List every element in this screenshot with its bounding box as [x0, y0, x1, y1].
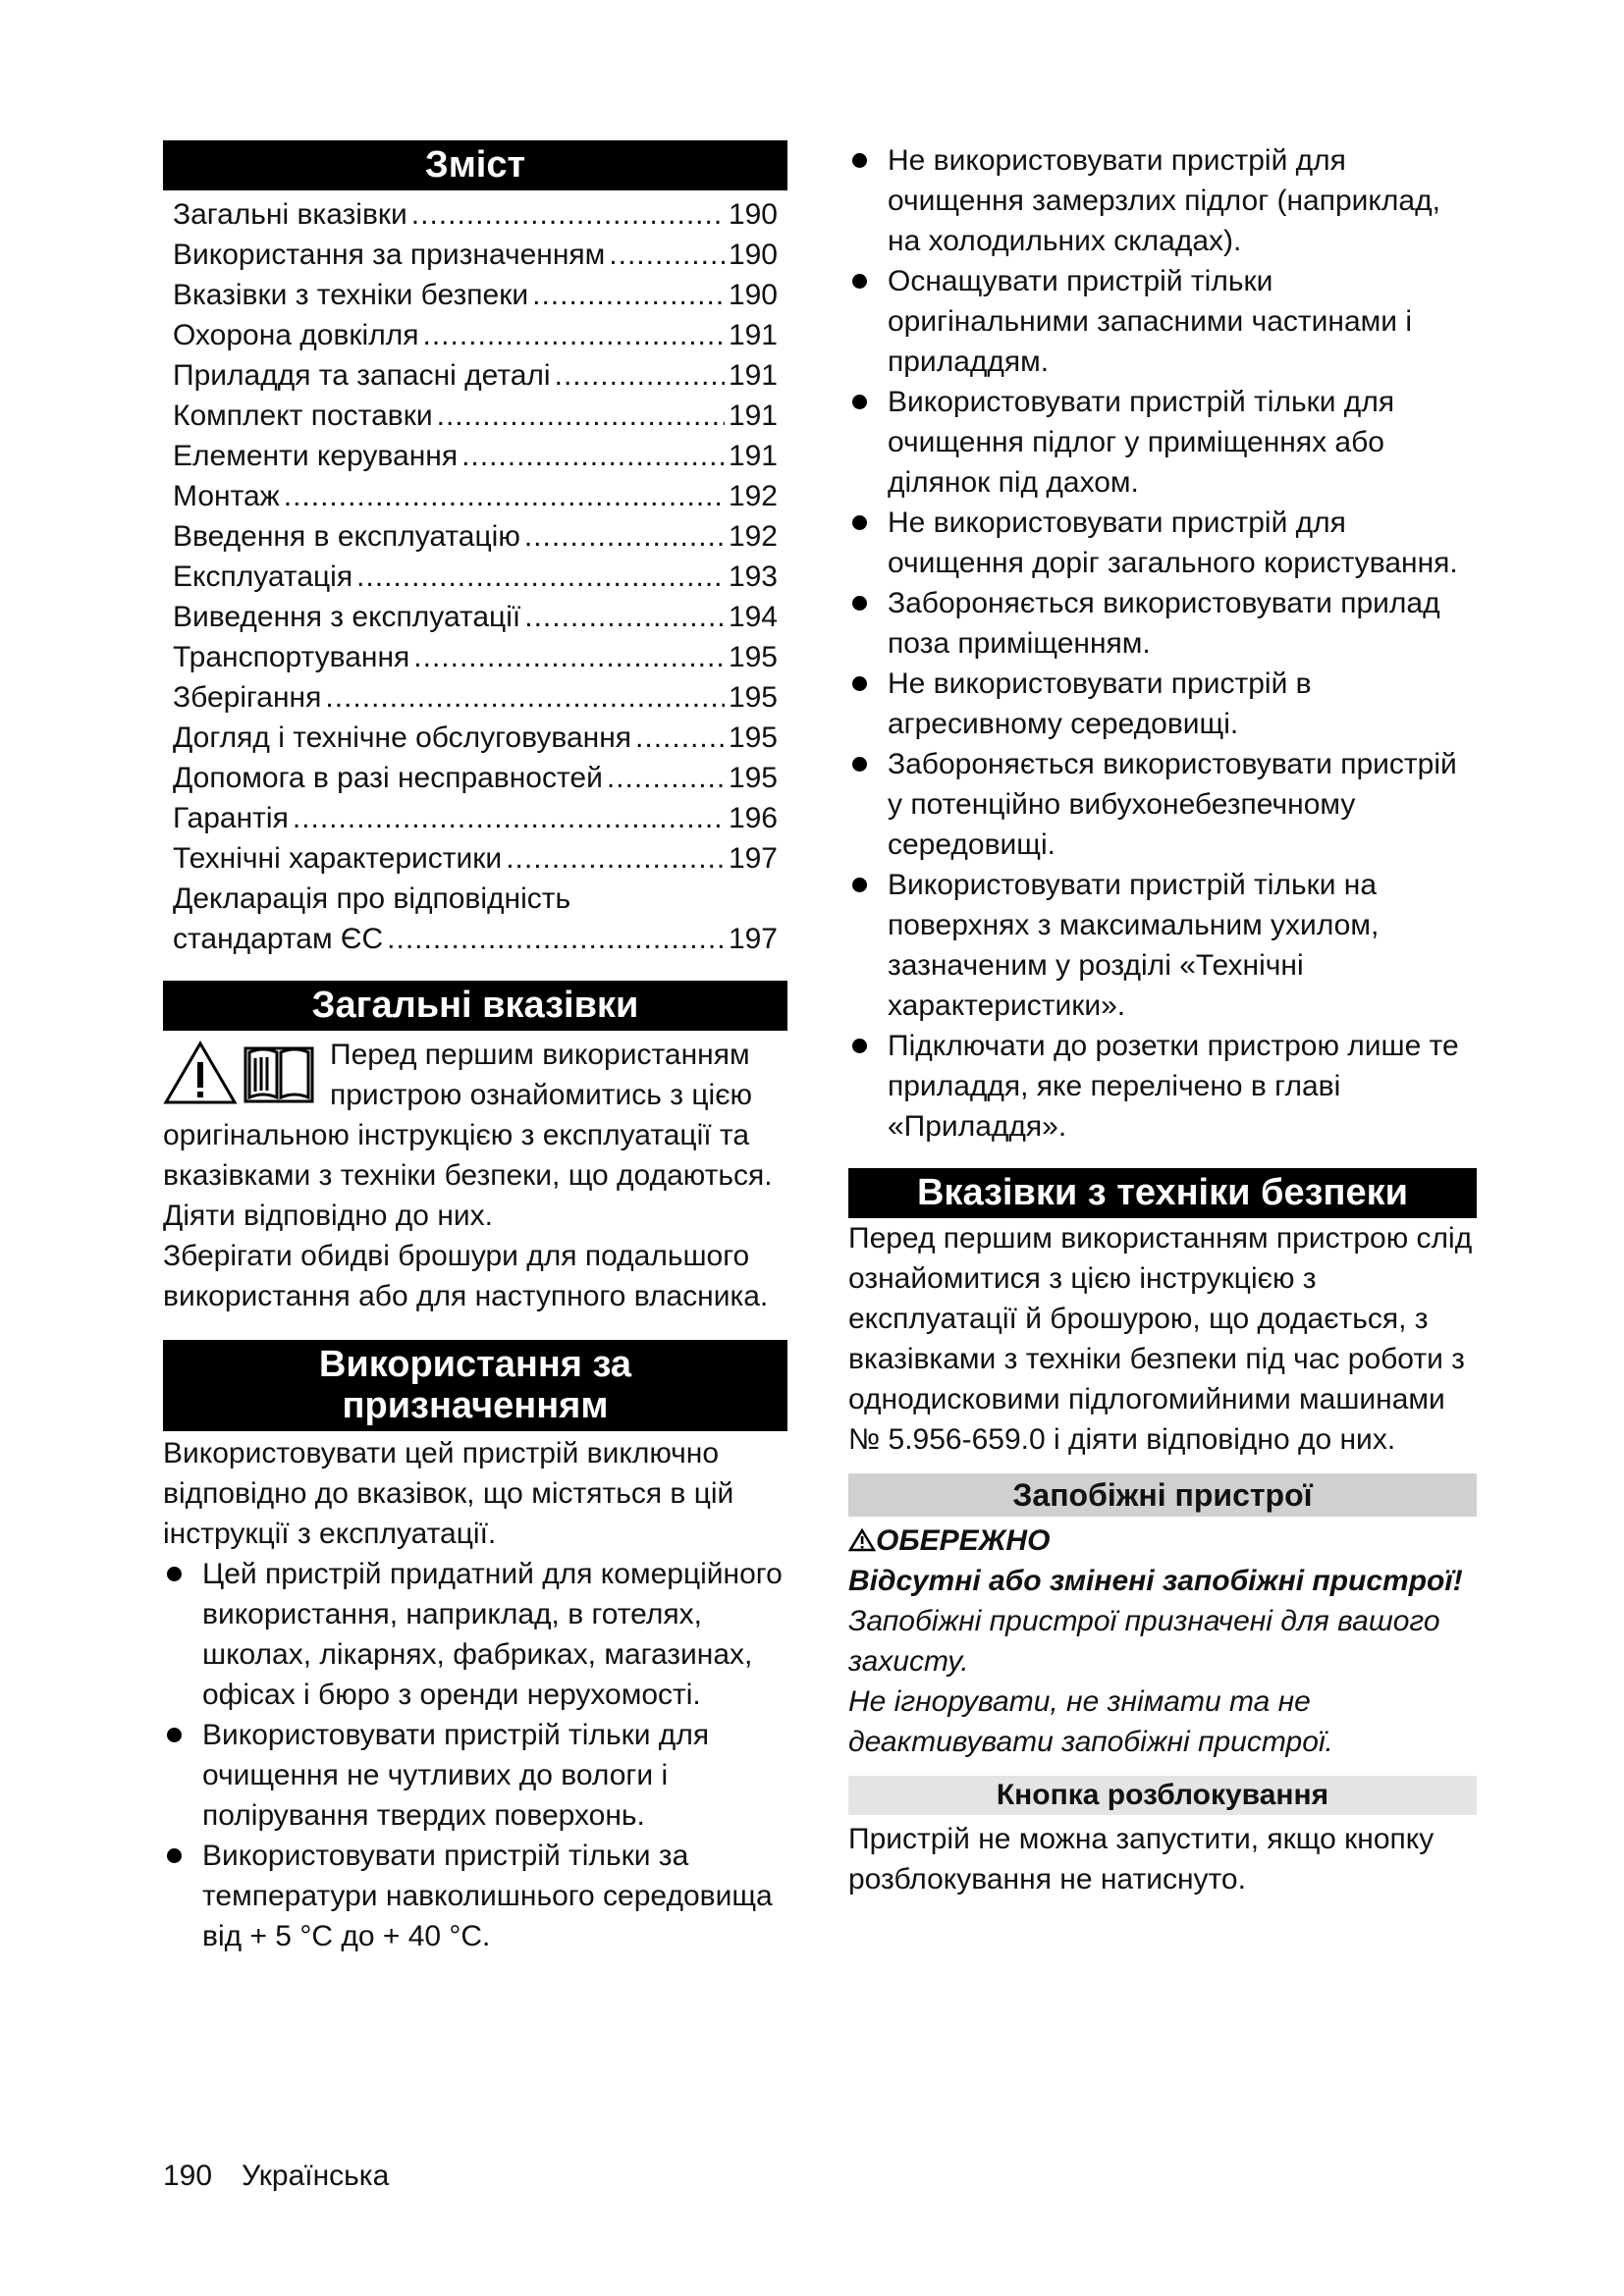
- safety-devices-header: Запобіжні пристрої: [848, 1473, 1477, 1517]
- toc-item[interactable]: [173, 194, 778, 235]
- list-item: Не використовувати пристрій в агресивному середовищі.: [848, 664, 1477, 744]
- toc-leader-dots: [461, 436, 725, 476]
- toc-item-title: Зберігання: [173, 681, 322, 714]
- safety-header: Вказівки з техніки безпеки: [848, 1168, 1477, 1218]
- unlock-button-text: Пристрій не можна запустити, якщо кнопку розблокування не натиснуто.: [848, 1823, 1435, 1896]
- toc-leader-dots: [387, 919, 725, 959]
- toc-item[interactable]: [173, 275, 778, 315]
- left-column: [163, 140, 787, 1956]
- toc-item-page: 190: [728, 279, 778, 311]
- toc-item-title: Монтаж: [173, 480, 280, 512]
- toc-item[interactable]: [173, 637, 778, 677]
- list-item: Цей пристрій придатний для комерційного використання, наприклад, в готелях, школах, лікарнях, фабриках, магазинах, офісах і бюро з оренди нерухомості.: [163, 1554, 787, 1715]
- toc-item-title: Вказівки з техніки безпеки: [173, 279, 529, 311]
- toc-item-page: 197: [728, 842, 778, 875]
- toc-item-page: 196: [728, 802, 778, 834]
- toc-leader-dots: [356, 557, 725, 597]
- intended-use-list: [163, 1554, 787, 1956]
- footer-language: Українська: [242, 2160, 390, 2192]
- toc-item-page: 191: [728, 319, 778, 351]
- toc-item[interactable]: [173, 758, 778, 798]
- toc-leader-dots: [524, 597, 725, 637]
- toc-item-page: 197: [728, 923, 778, 955]
- toc-item-page: 195: [728, 641, 778, 673]
- toc-item-page: 192: [728, 520, 778, 553]
- toc-leader-dots: [284, 476, 725, 516]
- list-item: Оснащувати пристрій тільки оригінальними запасними частинами і приладдям.: [848, 261, 1477, 382]
- toc-leader-dots: [437, 396, 725, 436]
- toc-item-page: 190: [728, 198, 778, 231]
- intended-use-intro: Використовувати цей пристрій виключно відповідно до вказівок, що містяться в цій інструкції з експлуатації.: [163, 1437, 734, 1550]
- toc-item-title: Допомога в разі несправностей: [173, 762, 603, 794]
- toc-leader-dots: [325, 677, 725, 718]
- caution-title: Відсутні або змінені запобіжні пристрої!: [848, 1565, 1463, 1597]
- toc-leader-dots: [635, 718, 725, 758]
- toc-item[interactable]: [173, 798, 778, 838]
- toc-leader-dots: [524, 516, 725, 557]
- toc-item-title: Декларація про відповідність: [173, 882, 571, 915]
- toc-item[interactable]: [173, 879, 778, 919]
- intended-use-list-continued: [848, 140, 1477, 1147]
- list-item: Не використовувати пристрій для очищення замерзлих підлог (наприклад, на холодильних складах).: [848, 140, 1477, 261]
- toc-item-title: Транспортування: [173, 641, 410, 673]
- toc-leader-dots: [422, 315, 724, 355]
- toc-item-page: 190: [728, 239, 778, 271]
- toc-item-page: 192: [728, 480, 778, 512]
- intended-use-header-line: Використання за: [318, 1344, 632, 1385]
- toc-item-title: Загальні вказівки: [173, 198, 407, 231]
- general-notes-section: [163, 1035, 787, 1316]
- unlock-button-header: Кнопка розблокування: [848, 1776, 1477, 1815]
- intended-use-header: [163, 1340, 787, 1431]
- list-item: Забороняється використовувати пристрій у потенційно вибухонебезпечному середовищі.: [848, 744, 1477, 865]
- warning-small-icon: [848, 1528, 876, 1552]
- general-notes-paragraph: Перед першим використанням пристрою ознайомитись з цією оригінальною інструкцією з експлуатації та вказівками з техніки безпеки, що додаються. Діяти відповідно до них.: [163, 1039, 773, 1232]
- toc-item[interactable]: [173, 677, 778, 718]
- toc-item-title: Виведення з експлуатації: [173, 601, 521, 633]
- toc-item-title: Охорона довкілля: [173, 319, 419, 351]
- toc-item-title: Комплект поставки: [173, 400, 433, 432]
- toc-item-page: 191: [728, 359, 778, 392]
- caution-label-text: ОБЕРЕЖНО: [876, 1524, 1051, 1557]
- toc-item[interactable]: [173, 476, 778, 516]
- caution-label: [848, 1521, 1477, 1561]
- toc-leader-dots: [607, 758, 725, 798]
- manual-book-icon: [244, 1042, 314, 1105]
- list-item: Використовувати пристрій тільки для очищення не чутливих до вологи і полірування твердих поверхонь.: [163, 1715, 787, 1836]
- warning-triangle-icon: [163, 1041, 238, 1105]
- toc-item-page: 195: [728, 721, 778, 754]
- toc-leader-dots: [411, 194, 725, 235]
- toc-item-page: 194: [728, 601, 778, 633]
- toc-item-page: 195: [728, 681, 778, 714]
- toc-leader-dots: [413, 637, 725, 677]
- toc-item-title: Елементи керування: [173, 440, 459, 472]
- toc-item-page: 195: [728, 762, 778, 794]
- toc-item[interactable]: [173, 436, 778, 476]
- toc-item-title: Догляд і технічне обслуговування: [173, 721, 632, 754]
- safety-intro: Перед першим використанням пристрою слід ознайомитися з цією інструкцією з експлуатації й брошурою, що додається, з вказівками з техніки безпеки під час роботи з однодисковими підлогомийними машинами № 5.956-659.0 і діяти відповідно до них.: [848, 1222, 1473, 1456]
- toc-header: Зміст: [163, 140, 787, 190]
- toc-leader-dots: [555, 355, 725, 396]
- list-item: Забороняється використовувати прилад поза приміщенням.: [848, 583, 1477, 664]
- intended-use-header-line: призначенням: [342, 1385, 609, 1426]
- toc-item[interactable]: [173, 516, 778, 557]
- toc-item-page: 193: [728, 561, 778, 593]
- toc-leader-dots: [506, 838, 725, 879]
- toc-item-title: Технічні характеристики: [173, 842, 503, 875]
- toc-item[interactable]: [173, 718, 778, 758]
- toc-item-title: Гарантія: [173, 802, 289, 834]
- toc-item[interactable]: [173, 315, 778, 355]
- toc-item-title: стандартам ЄС: [173, 923, 384, 955]
- right-column: [848, 140, 1477, 1899]
- toc-item[interactable]: [173, 557, 778, 597]
- toc-item[interactable]: [173, 355, 778, 396]
- general-notes-header: Загальні вказівки: [163, 981, 787, 1031]
- toc-item-title: Використання за призначенням: [173, 239, 606, 271]
- warning-icons: [163, 1041, 314, 1105]
- page-footer: [163, 2159, 389, 2194]
- list-item: Використовувати пристрій тільки для очищення підлог у приміщеннях або ділянок під дахом.: [848, 382, 1477, 503]
- toc-item-title: Приладдя та запасні деталі: [173, 359, 551, 392]
- toc-item-page: 191: [728, 440, 778, 472]
- list-item: Підключати до розетки пристрою лише те приладдя, яке перелічено в главі «Приладдя».: [848, 1026, 1477, 1147]
- toc-item[interactable]: [173, 919, 778, 959]
- toc-item-title: Експлуатація: [173, 561, 353, 593]
- toc-leader-dots: [609, 235, 725, 275]
- toc-item-page: 191: [728, 400, 778, 432]
- toc-item-title: Введення в експлуатацію: [173, 520, 520, 553]
- list-item: Використовувати пристрій тільки на поверхнях з максимальним ухилом, зазначеним у розділі «Технічні характеристики».: [848, 865, 1477, 1026]
- toc-leader-dots: [532, 275, 725, 315]
- page-number: 190: [163, 2160, 213, 2192]
- list-item: Використовувати пристрій тільки за температури навколишнього середовища від + 5 °C до + 40 °C.: [163, 1836, 787, 1956]
- toc-leader-dots: [293, 798, 725, 838]
- table-of-contents: [163, 190, 787, 959]
- toc-item[interactable]: [173, 235, 778, 275]
- toc-item[interactable]: [173, 838, 778, 879]
- caution-text: Запобіжні пристрої призначені для вашого захисту.: [848, 1605, 1440, 1678]
- general-notes-paragraph: Зберігати обидві брошури для подальшого використання або для наступного власника.: [163, 1240, 769, 1312]
- caution-text: Не ігнорувати, не знімати та не деактивувати запобіжні пристрої.: [848, 1685, 1333, 1758]
- toc-item[interactable]: [173, 597, 778, 637]
- toc-item[interactable]: [173, 396, 778, 436]
- list-item: Не використовувати пристрій для очищення доріг загального користування.: [848, 503, 1477, 583]
